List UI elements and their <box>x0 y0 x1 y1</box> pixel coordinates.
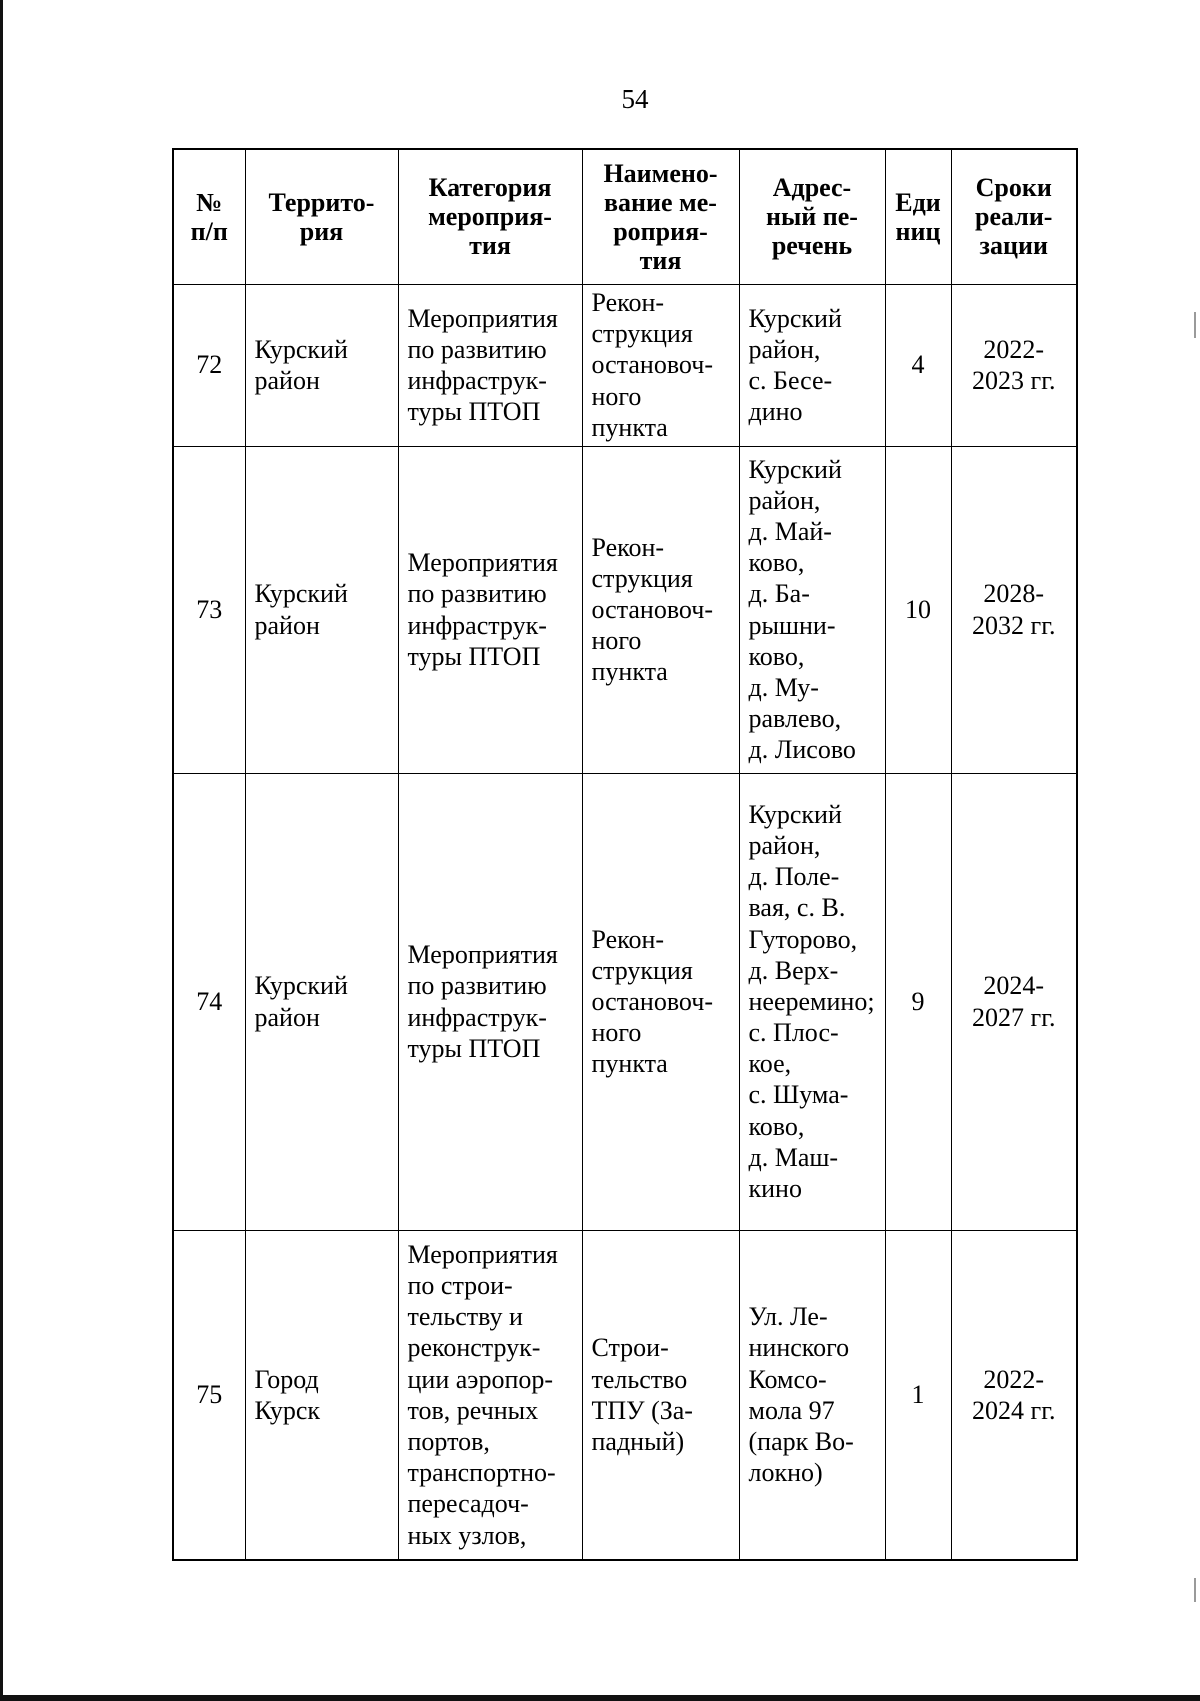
cell-category: Мероприятия по строи- тельству и реконструк- ции аэропор- тов, речных портов, транспортно- пересадоч- ных узлов, <box>398 1230 582 1560</box>
page-number: 54 <box>621 84 649 114</box>
scan-edge-left <box>0 0 3 1701</box>
table-row <box>173 284 1077 446</box>
cell-territory: Курский район <box>245 773 398 1230</box>
header-territory: Террито- рия <box>245 149 398 284</box>
cell-territory: Курский район <box>245 446 398 773</box>
cell-number: 75 <box>173 1230 245 1560</box>
cell-address: Курский район, д. Май- ково, д. Ба- рышни- ково, д. Му- равлево, д. Лисово <box>739 446 885 773</box>
header-units: Еди ниц <box>885 149 951 284</box>
cell-category: Мероприятия по развитию инфраструк- туры ПТОП <box>398 284 582 446</box>
cell-category: Мероприятия по развитию инфраструк- туры ПТОП <box>398 773 582 1230</box>
cell-number: 72 <box>173 284 245 446</box>
cell-measure-name: Рекон- струкция остановоч- ного пункта <box>582 446 739 773</box>
cell-measure-name: Строи- тельство ТПУ (За- падный) <box>582 1230 739 1560</box>
cell-number: 73 <box>173 446 245 773</box>
header-category: Категория мероприя- тия <box>398 149 582 284</box>
cell-address: Курский район, с. Бесе- дино <box>739 284 885 446</box>
header-number: № п/п <box>173 149 245 284</box>
table-row <box>173 446 1077 773</box>
cell-number: 74 <box>173 773 245 1230</box>
table-header-row <box>173 149 1077 284</box>
header-address-list: Адрес- ный пе- речень <box>739 149 885 284</box>
header-period: Сроки реали- зации <box>951 149 1077 284</box>
cell-period: 2028- 2032 гг. <box>951 446 1077 773</box>
cell-units: 9 <box>885 773 951 1230</box>
scan-edge-bottom <box>0 1695 1200 1701</box>
cell-measure-name: Рекон- струкция остановоч- ного пункта <box>582 773 739 1230</box>
cell-category: Мероприятия по развитию инфраструк- туры ПТОП <box>398 446 582 773</box>
scan-mark <box>1194 312 1196 338</box>
cell-measure-name: Рекон- струкция остановоч- ного пункта <box>582 284 739 446</box>
cell-territory: Курский район <box>245 284 398 446</box>
cell-address: Ул. Ле- нинского Комсо- мола 97 (парк Во- локно) <box>739 1230 885 1560</box>
cell-period: 2024- 2027 гг. <box>951 773 1077 1230</box>
cell-units: 10 <box>885 446 951 773</box>
cell-units: 4 <box>885 284 951 446</box>
cell-period: 2022- 2023 гг. <box>951 284 1077 446</box>
table-row <box>173 773 1077 1230</box>
measures-table <box>172 148 1078 1561</box>
header-measure-name: Наимено- вание ме- роприя- тия <box>582 149 739 284</box>
cell-period: 2022- 2024 гг. <box>951 1230 1077 1560</box>
cell-units: 1 <box>885 1230 951 1560</box>
table-row <box>173 1230 1077 1560</box>
cell-address: Курский район, д. Поле- вая, с. В. Гуторово, д. Верх- нееремино; с. Плос- кое, с. Шума- ково, д. Маш- кино <box>739 773 885 1230</box>
scan-mark <box>1194 1578 1196 1602</box>
cell-territory: Город Курск <box>245 1230 398 1560</box>
